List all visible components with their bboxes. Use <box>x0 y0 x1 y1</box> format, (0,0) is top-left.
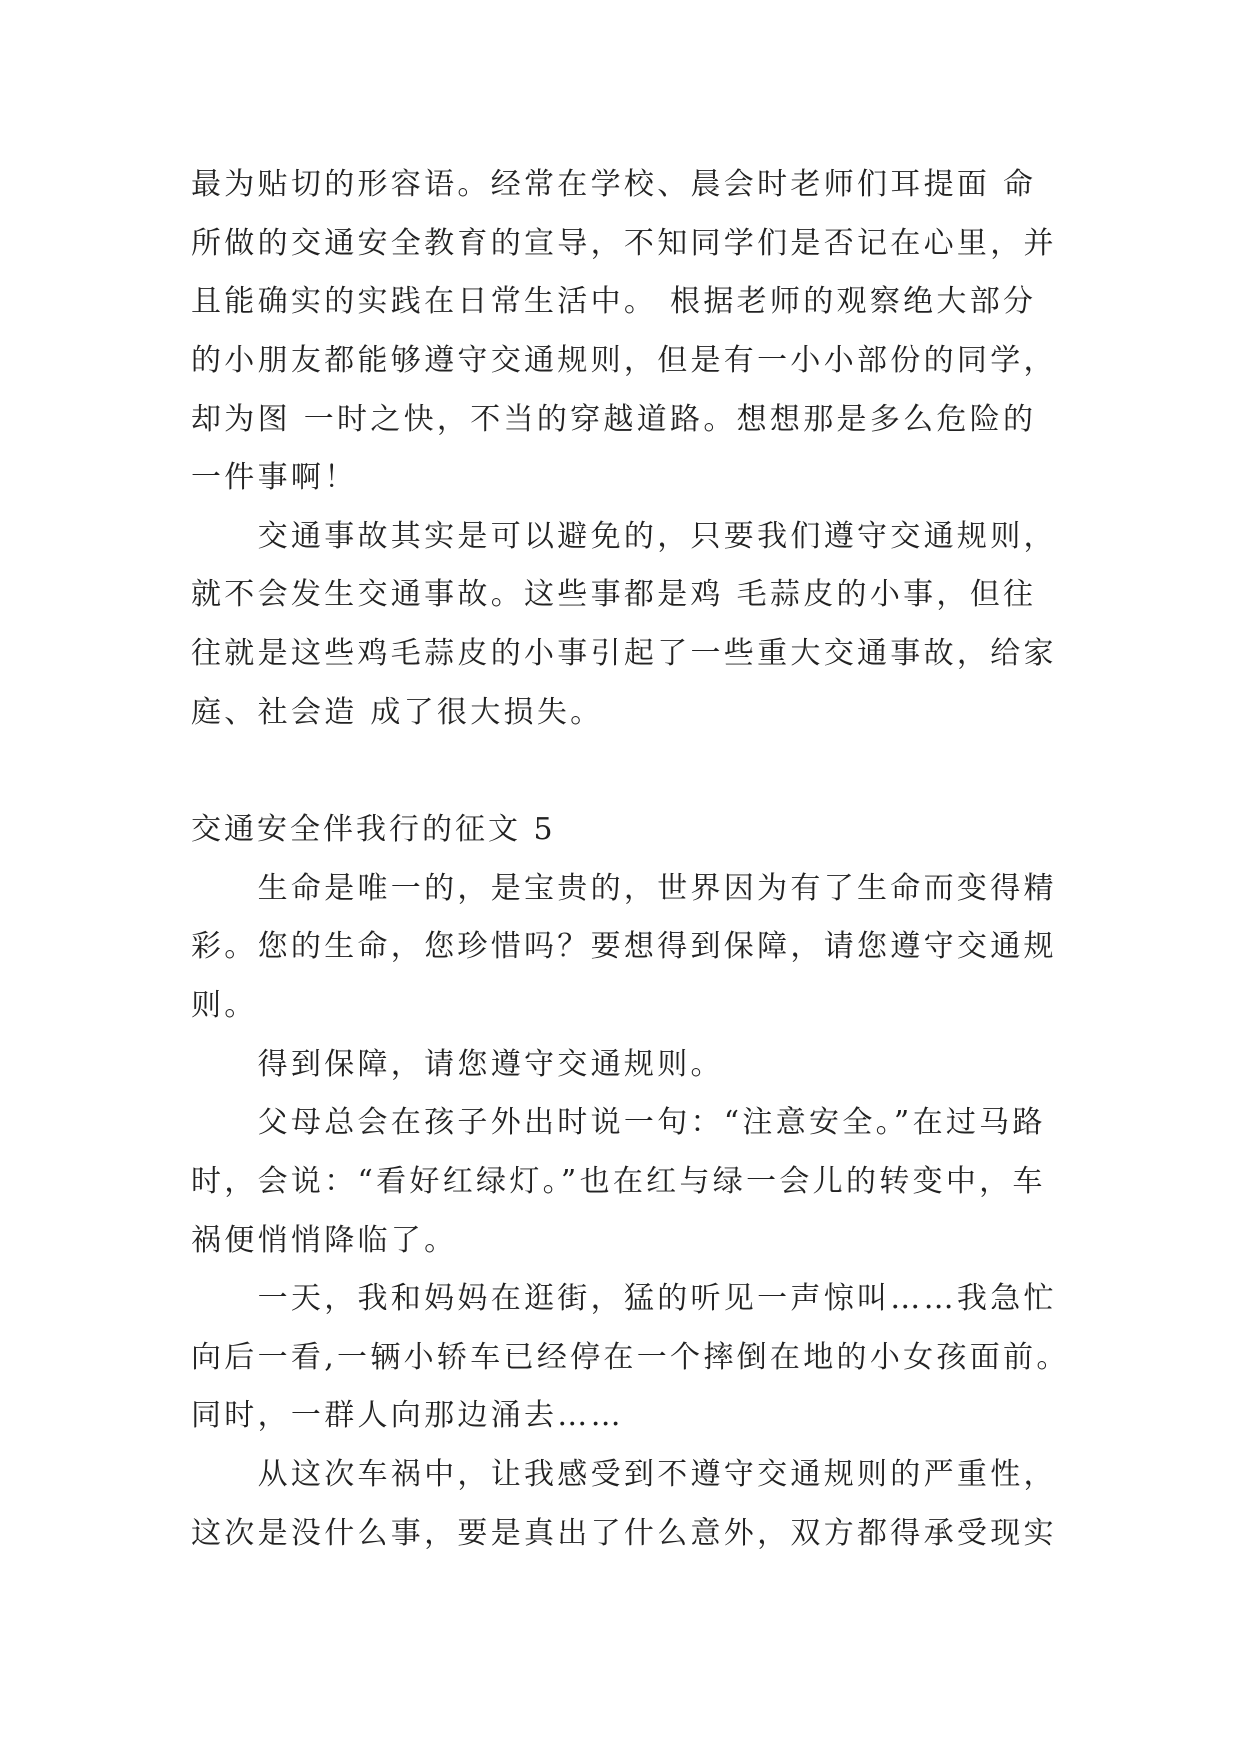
paragraph <box>191 508 1091 743</box>
text-line: 时，会说：“看好红绿灯。”也在红与绿一会儿的转变中，车 <box>191 1163 1046 1199</box>
document-body <box>191 156 1091 1563</box>
text-line: 最为贴切的形容语。经常在学校、晨会时老师们耳提面 命 <box>191 167 1037 202</box>
paragraph-spacing <box>191 742 1091 801</box>
text-line: 则。 <box>191 987 258 1023</box>
text-line: 生命是唯一的，是宝贵的，世界因为有了生命而变得精 <box>257 870 1057 906</box>
text-line: 一天，我和妈妈在逛街，猛的听见一声惊叫……我急忙 <box>257 1281 1057 1317</box>
text-line: 彩。您的生命，您珍惜吗？要想得到保障，请您遵守交通规 <box>191 929 1057 965</box>
text-line: 往就是这些鸡毛蒜皮的小事引起了一些重大交通事故，给家 <box>191 636 1057 672</box>
text-line: 从这次车祸中，让我感受到不遵守交通规则的严重性， <box>257 1457 1057 1493</box>
text-line: 且能确实的实践在日常生活中。 根据老师的观察绝大部分 <box>191 284 1037 320</box>
paragraph <box>191 1446 1091 1563</box>
section-heading: 交通安全伴我行的征文 5 <box>191 812 556 848</box>
text-line: 所做的交通安全教育的宣导，不知同学们是否记在心里，并 <box>191 225 1057 261</box>
text-line: 就不会发生交通事故。这些事都是鸡 毛蒜皮的小事，但往 <box>191 577 1037 613</box>
paragraph <box>191 1036 1091 1095</box>
text-line: 庭、社会造 成了很大损失。 <box>191 694 604 730</box>
paragraph <box>191 1094 1091 1270</box>
text-line: 的小朋友都能够遵守交通规则，但是有一小小部份的同学， <box>191 342 1057 378</box>
text-line: 交通事故其实是可以避免的，只要我们遵守交通规则， <box>257 518 1057 554</box>
text-line: 祸便悄悄降临了。 <box>191 1222 458 1258</box>
text-line: 这次是没什么事，要是真出了什么意外，双方都得承受现实 <box>191 1515 1057 1551</box>
text-line: 父母总会在孩子外出时说一句：“注意安全。”在过马路 <box>257 1105 1046 1141</box>
continued-paragraph <box>191 156 1091 508</box>
text-line: 得到保障，请您遵守交通规则。 <box>257 1046 724 1082</box>
text-line: 同时，一群人向那边涌去…… <box>191 1398 624 1434</box>
paragraph <box>191 860 1091 1036</box>
text-line: 却为图 一时之快，不当的穿越道路。想想那是多么危险的 <box>191 401 1037 437</box>
text-line: 一件事啊！ <box>191 460 358 496</box>
text-line: 向后一看,一辆小轿车已经停在一个摔倒在地的小女孩面前。 <box>191 1339 1070 1375</box>
paragraph <box>191 1270 1091 1446</box>
